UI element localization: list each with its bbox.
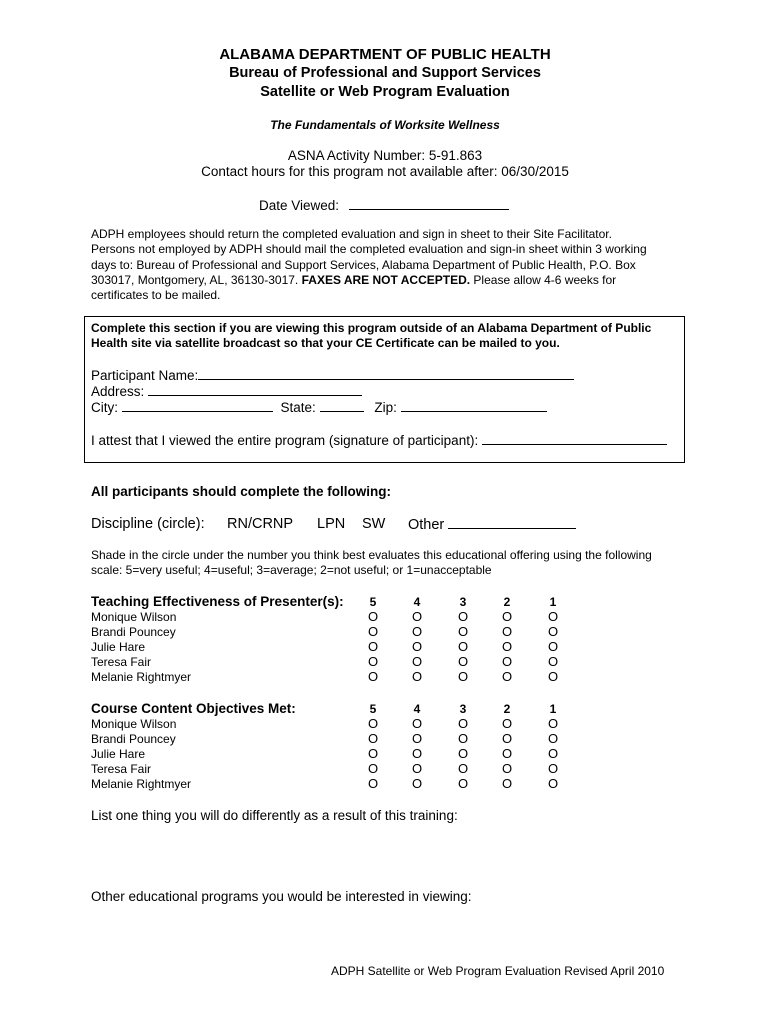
- discipline-option-sw[interactable]: SW: [362, 516, 386, 532]
- presenter-name: Brandi Pouncey: [91, 625, 176, 639]
- rating-circle-1[interactable]: O: [547, 624, 559, 639]
- rating-circle-3[interactable]: O: [457, 609, 469, 624]
- instructions-line: days to: Bureau of Professional and Support Services, Alabama Department of Public Health, P.O. Box: [91, 257, 636, 272]
- rating-circle-3[interactable]: O: [457, 624, 469, 639]
- rating-circle-2[interactable]: O: [501, 746, 513, 761]
- section2-rating-header-2: 2: [503, 702, 511, 716]
- discipline-other-field[interactable]: [448, 516, 576, 529]
- rating-circle-5[interactable]: O: [367, 716, 379, 731]
- rating-circle-2[interactable]: O: [501, 716, 513, 731]
- address-row: [91, 383, 362, 399]
- rating-circle-3[interactable]: O: [457, 669, 469, 684]
- rating-circle-1[interactable]: O: [547, 639, 559, 654]
- rating-circle-3[interactable]: O: [457, 761, 469, 776]
- rating-circle-1[interactable]: O: [547, 654, 559, 669]
- presenter-name: Melanie Rightmyer: [91, 777, 192, 791]
- bureau-title: Bureau of Professional and Support Services: [229, 65, 541, 81]
- presenter-name: Julie Hare: [91, 747, 146, 761]
- rating-circle-5[interactable]: O: [367, 639, 379, 654]
- instructions-line: ADPH employees should return the completed evaluation and sign in sheet to their Site Facilitator.: [91, 227, 612, 241]
- rating-circle-3[interactable]: O: [457, 654, 469, 669]
- box-note: Complete this section if you are viewing this program outside of an Alabama Department of Public Health site via satellite broadcast so that your CE Certificate can be mailed to you.: [91, 321, 652, 351]
- discipline-label: Discipline (circle):: [91, 516, 205, 532]
- rating-circle-4[interactable]: O: [411, 654, 423, 669]
- address-field[interactable]: [148, 383, 362, 396]
- rating-circle-1[interactable]: O: [547, 669, 559, 684]
- attest-label: I attest that I viewed the entire program (signature of participant):: [91, 433, 479, 448]
- question-do-differently: List one thing you will do differently as a result of this training:: [91, 808, 458, 823]
- form-title: Satellite or Web Program Evaluation: [260, 84, 510, 100]
- rating-circle-1[interactable]: O: [547, 746, 559, 761]
- city-label: City:: [91, 400, 118, 415]
- rating-circle-2[interactable]: O: [501, 761, 513, 776]
- rating-circle-2[interactable]: O: [501, 639, 513, 654]
- date-viewed-field[interactable]: [349, 197, 509, 210]
- contact-hours: Contact hours for this program not available after: 06/30/2015: [201, 164, 569, 179]
- instructions-line: 303017, Montgomery, AL, 36130-3017. FAXES ARE NOT ACCEPTED. Please allow 4-6 weeks for: [91, 272, 617, 287]
- participant-row: [91, 367, 574, 383]
- rating-circle-3[interactable]: O: [457, 639, 469, 654]
- rating-circle-2[interactable]: O: [501, 731, 513, 746]
- rating-circle-4[interactable]: O: [411, 609, 423, 624]
- section1-rating-header-3: 3: [459, 595, 467, 609]
- presenter-name: Teresa Fair: [91, 655, 152, 669]
- presenter-name: Teresa Fair: [91, 762, 152, 776]
- date-viewed-label: Date Viewed:: [259, 198, 340, 213]
- all-participants-heading: All participants should complete the following:: [91, 484, 392, 499]
- rating-circle-5[interactable]: O: [367, 654, 379, 669]
- course-objectives-heading: Course Content Objectives Met:: [91, 701, 296, 716]
- presenter-name: Monique Wilson: [91, 717, 177, 731]
- section1-rating-header-5: 5: [369, 595, 377, 609]
- rating-circle-4[interactable]: O: [411, 746, 423, 761]
- rating-circle-2[interactable]: O: [501, 654, 513, 669]
- presenter-name: Melanie Rightmyer: [91, 670, 192, 684]
- instructions: [91, 227, 691, 303]
- program-title: The Fundamentals of Worksite Wellness: [270, 118, 500, 132]
- discipline-option-rn[interactable]: RN/CRNP: [227, 516, 294, 532]
- section2-rating-header-4: 4: [413, 702, 421, 716]
- section1-rating-header-4: 4: [413, 595, 421, 609]
- participant-name-label: Participant Name:: [91, 368, 199, 383]
- section1-rating-header-1: 1: [549, 595, 557, 609]
- participant-name-field[interactable]: [198, 367, 574, 380]
- footer-revision: ADPH Satellite or Web Program Evaluation Revised April 2010: [331, 964, 665, 978]
- section1-rating-header-2: 2: [503, 595, 511, 609]
- state-label: State:: [280, 400, 316, 415]
- presenter-name: Monique Wilson: [91, 610, 177, 624]
- agency-title: ALABAMA DEPARTMENT OF PUBLIC HEALTH: [219, 46, 551, 63]
- rating-circle-5[interactable]: O: [367, 776, 379, 791]
- rating-circle-1[interactable]: O: [547, 761, 559, 776]
- state-field[interactable]: [320, 399, 364, 412]
- rating-circle-2[interactable]: O: [501, 669, 513, 684]
- rating-circle-1[interactable]: O: [547, 609, 559, 624]
- rating-circle-4[interactable]: O: [411, 776, 423, 791]
- rating-circle-3[interactable]: O: [457, 776, 469, 791]
- rating-circle-1[interactable]: O: [547, 776, 559, 791]
- rating-circle-5[interactable]: O: [367, 669, 379, 684]
- rating-circle-2[interactable]: O: [501, 624, 513, 639]
- discipline-option-other[interactable]: Other: [408, 517, 445, 533]
- faxes-warning: FAXES ARE NOT ACCEPTED.: [301, 272, 471, 287]
- teaching-effectiveness-heading: Teaching Effectiveness of Presenter(s):: [91, 594, 344, 609]
- rating-circle-4[interactable]: O: [411, 761, 423, 776]
- rating-circle-3[interactable]: O: [457, 716, 469, 731]
- instructions-line: certificates to be mailed.: [91, 288, 221, 303]
- rating-circle-4[interactable]: O: [411, 731, 423, 746]
- city-state-zip-row: [91, 399, 547, 415]
- presenter-name: Julie Hare: [91, 640, 146, 654]
- date-viewed-row: [259, 197, 509, 213]
- rating-circle-3[interactable]: O: [457, 746, 469, 761]
- rating-circle-5[interactable]: O: [367, 624, 379, 639]
- instructions-line: Persons not employed by ADPH should mail the completed evaluation and sign-in sheet within 3 working: [91, 242, 647, 257]
- attest-row: [91, 432, 667, 448]
- rating-circle-3[interactable]: O: [457, 731, 469, 746]
- asna-number: ASNA Activity Number: 5-91.863: [287, 148, 483, 163]
- signature-field[interactable]: [482, 432, 667, 445]
- zip-field[interactable]: [401, 399, 547, 412]
- rating-circle-2[interactable]: O: [501, 776, 513, 791]
- section2-rating-header-1: 1: [549, 702, 557, 716]
- rating-circle-4[interactable]: O: [411, 669, 423, 684]
- section2-rating-header-5: 5: [369, 702, 377, 716]
- address-label: Address:: [91, 384, 145, 399]
- discipline-option-lpn[interactable]: LPN: [317, 516, 346, 532]
- discipline-row: [91, 516, 205, 532]
- section2-rating-header-3: 3: [459, 702, 467, 716]
- rating-circle-1[interactable]: O: [547, 716, 559, 731]
- zip-label: Zip:: [374, 400, 397, 415]
- rating-circle-5[interactable]: O: [367, 746, 379, 761]
- rating-circle-5[interactable]: O: [367, 761, 379, 776]
- rating-circle-5[interactable]: O: [367, 609, 379, 624]
- rating-circle-5[interactable]: O: [367, 731, 379, 746]
- presenter-name: Brandi Pouncey: [91, 732, 176, 746]
- rating-circle-4[interactable]: O: [411, 639, 423, 654]
- question-other-programs: Other educational programs you would be interested in viewing:: [91, 889, 472, 904]
- rating-circle-4[interactable]: O: [411, 624, 423, 639]
- rating-circle-1[interactable]: O: [547, 731, 559, 746]
- rating-circle-4[interactable]: O: [411, 716, 423, 731]
- city-field[interactable]: [122, 399, 273, 412]
- rating-circle-2[interactable]: O: [501, 609, 513, 624]
- scale-instructions: Shade in the circle under the number you think best evaluates this educational offering using the following scale: 5=very useful; 4=useful; 3=average; 2=not useful; or 1=unacceptable: [91, 548, 652, 578]
- discipline-other-row: [408, 516, 576, 533]
